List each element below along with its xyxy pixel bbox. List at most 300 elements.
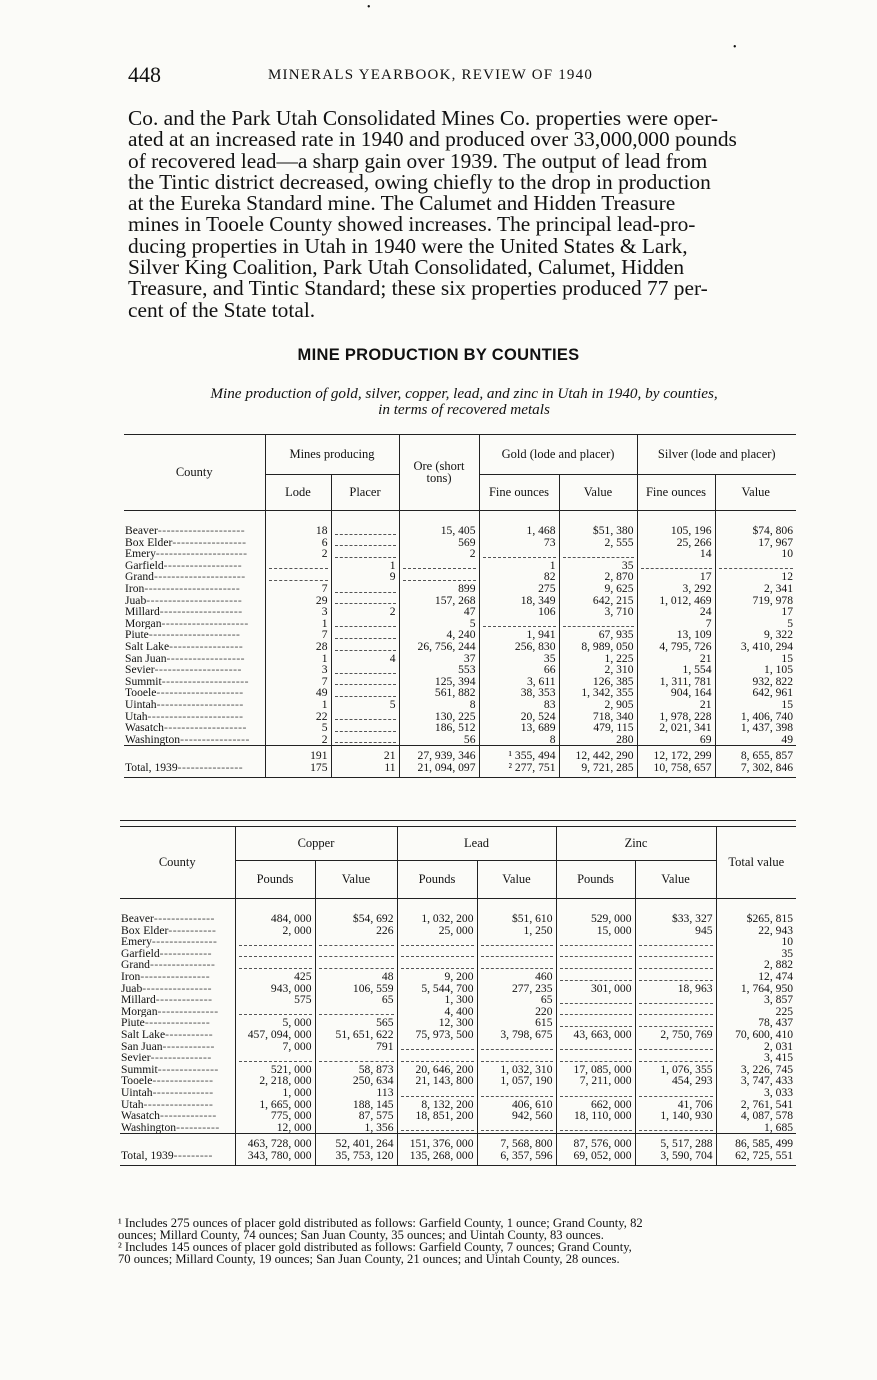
- county-cell: [120, 1017, 235, 1029]
- pb-val-cell: 3, 798, 675: [477, 1029, 556, 1041]
- zn-lb-cell: [556, 1017, 635, 1029]
- pb-val-cell: $51, 610: [477, 899, 556, 925]
- silver-val-cell: 932, 822: [715, 676, 796, 688]
- county-cell: [124, 629, 265, 641]
- gold-val-cell: 2, 555: [559, 537, 637, 549]
- cu-val-cell: [315, 948, 397, 960]
- zn-val-cell: 3, 590, 704: [635, 1150, 716, 1166]
- gold-oz-cell: 1: [479, 560, 559, 572]
- total-value-header: Total value: [716, 827, 796, 899]
- lode-cell: [265, 571, 331, 583]
- total-row: [124, 746, 796, 762]
- leader-dots: --------------------: [156, 687, 244, 699]
- leader-dots: -------------: [159, 1110, 217, 1122]
- gold-val-cell: 12, 442, 290: [559, 746, 637, 762]
- lode-cell: 1: [265, 618, 331, 630]
- county-cell: [124, 606, 265, 618]
- zn-lb-cell: [556, 936, 635, 948]
- silver-val-cell: 1, 437, 398: [715, 722, 796, 734]
- county-name: Tooele: [121, 1075, 153, 1087]
- pb-lb-cell: [397, 1122, 477, 1134]
- total-cell: 225: [716, 1006, 796, 1018]
- table-row: [124, 722, 796, 734]
- paragraph-line: mines in Tooele County showed increases. The principal lead-pro-: [128, 212, 696, 237]
- county-name: Tooele: [125, 687, 157, 699]
- lode-cell: 3: [265, 606, 331, 618]
- zn-val-cell: 2, 750, 769: [635, 1029, 716, 1041]
- county-name: Utah: [125, 710, 148, 723]
- county-cell: [120, 1041, 235, 1053]
- silver-oz-cell: 25, 266: [637, 537, 715, 549]
- county-name: Box Elder: [121, 924, 169, 937]
- silver-val-cell: 12: [715, 571, 796, 583]
- leader-dots: ----------------: [140, 970, 211, 983]
- zn-lb-cell: [556, 994, 635, 1006]
- total-cell: 1, 685: [716, 1122, 796, 1134]
- lode-cell: 28: [265, 641, 331, 653]
- pb-lb-cell: 4, 400: [397, 1006, 477, 1018]
- pb-lb-cell: [397, 936, 477, 948]
- leader-dots: ---------------: [144, 1017, 211, 1029]
- gold-value-header: Value: [559, 475, 637, 511]
- cu-val-cell: 188, 145: [315, 1099, 397, 1111]
- pb-val-cell: 406, 610: [477, 1099, 556, 1111]
- placer-header: Placer: [331, 475, 399, 511]
- pb-lb-cell: [397, 1087, 477, 1099]
- ore-cell: [399, 571, 479, 583]
- zn-val-cell: 454, 293: [635, 1075, 716, 1087]
- silver-val-cell: 17, 967: [715, 537, 796, 549]
- zn-lb-cell: [556, 1122, 635, 1134]
- caption-line: Mine production of gold, silver, copper, lead, and zinc in Utah in 1940, by counties,: [210, 385, 718, 402]
- silver-oz-cell: 105, 196: [637, 511, 715, 537]
- county-cell: [124, 722, 265, 734]
- total-cell: 12, 474: [716, 971, 796, 983]
- gold-val-cell: 3, 710: [559, 606, 637, 618]
- table-row: [124, 618, 796, 630]
- zn-lb-cell: [556, 948, 635, 960]
- leader-dots: ----------------------: [144, 582, 241, 595]
- cu-lb-cell: 575: [235, 994, 315, 1006]
- pb-lb-cell: 1, 032, 200: [397, 899, 477, 925]
- silver-val-cell: 2, 341: [715, 583, 796, 595]
- zinc-header: Zinc: [556, 827, 716, 861]
- county-cell: [124, 571, 265, 583]
- county-cell: [120, 1052, 235, 1064]
- cu-val-cell: 106, 559: [315, 983, 397, 995]
- county-cell: [120, 994, 235, 1006]
- silver-header: Silver (lode and placer): [637, 435, 796, 475]
- pb-lb-cell: [397, 948, 477, 960]
- cu-lb-cell: 463, 728, 000: [235, 1134, 315, 1150]
- ore-cell: 37: [399, 653, 479, 665]
- county-name: Grand: [121, 959, 150, 971]
- pb-lb-cell: 18, 851, 200: [397, 1110, 477, 1122]
- pb-lb-cell: 12, 300: [397, 1017, 477, 1029]
- leader-dots: --------------------: [157, 524, 246, 537]
- table-row: [124, 511, 796, 537]
- ore-cell: 26, 756, 244: [399, 641, 479, 653]
- county-cell: [124, 664, 265, 676]
- cu-val-cell: 250, 634: [315, 1075, 397, 1087]
- county-name: Summit: [125, 675, 162, 688]
- footnote-line: ¹ Includes 275 ounces of placer gold distributed as follows: Garfield County, 1 ounce; Grand County, 82: [118, 1216, 643, 1230]
- cu-val-cell: 565: [315, 1017, 397, 1029]
- total-cell: 35: [716, 948, 796, 960]
- table-row: [120, 1099, 796, 1111]
- lode-cell: 3: [265, 664, 331, 676]
- cu-val-cell: 51, 651, 622: [315, 1029, 397, 1041]
- paragraph-line: Co. and the Park Utah Consolidated Mines Co. properties were oper-: [128, 106, 719, 130]
- leader-dots: --------------: [157, 1005, 219, 1018]
- leader-dots: ----------------: [142, 982, 213, 995]
- pb-val-cell: 460: [477, 971, 556, 983]
- pb-val-cell: [477, 1122, 556, 1134]
- ore-cell: 157, 268: [399, 595, 479, 607]
- cu-lb-cell: 343, 780, 000: [235, 1150, 315, 1166]
- lode-cell: 2: [265, 734, 331, 746]
- ore-cell: 561, 882: [399, 687, 479, 699]
- silver-val-cell: 10: [715, 548, 796, 560]
- gold-ounces-header: Fine ounces: [479, 475, 559, 511]
- table-row: [120, 959, 796, 971]
- pb-lb-cell: 1, 300: [397, 994, 477, 1006]
- zn-val-cell: $33, 327: [635, 899, 716, 925]
- paragraph-line: Treasure, and Tintic Standard; these six properties produced 77 per-: [128, 276, 708, 301]
- cu-val-cell: 35, 753, 120: [315, 1150, 397, 1166]
- pb-lb-cell: [397, 1041, 477, 1053]
- zn-lb-cell: [556, 971, 635, 983]
- ore-cell: 56: [399, 734, 479, 746]
- silver-val-cell: [715, 560, 796, 572]
- zn-val-cell: [635, 971, 716, 983]
- ore-cell: 15, 405: [399, 511, 479, 537]
- table-row: [120, 1041, 796, 1053]
- zn-lb-cell: 87, 576, 000: [556, 1134, 635, 1150]
- gold-oz-cell: 8: [479, 734, 559, 746]
- total-cell: 3, 857: [716, 994, 796, 1006]
- ore-cell: 553: [399, 664, 479, 676]
- leader-dots: ----------: [176, 1121, 220, 1134]
- gold-val-cell: 8, 989, 050: [559, 641, 637, 653]
- county-name: Summit: [121, 1063, 158, 1076]
- caption-line: in terms of recovered metals: [378, 401, 550, 418]
- gold-oz-cell: 73: [479, 537, 559, 549]
- page-header: [128, 62, 788, 92]
- county-name: Juab: [121, 982, 143, 995]
- running-head: MINERALS YEARBOOK, REVIEW OF 1940: [268, 67, 594, 83]
- table-row: [124, 606, 796, 618]
- leader-dots: ----------------: [180, 733, 250, 746]
- lode-cell: 18: [265, 511, 331, 537]
- county-name: Millard: [121, 994, 156, 1006]
- leader-dots: -------------------: [163, 722, 247, 734]
- placer-cell: 5: [331, 699, 399, 711]
- cu-lb-cell: 2, 000: [235, 925, 315, 937]
- gold-val-cell: 2, 905: [559, 699, 637, 711]
- cu-val-cell: 48: [315, 971, 397, 983]
- speck-mark: •: [367, 2, 371, 13]
- county-cell: [124, 676, 265, 688]
- zn-val-cell: 18, 963: [635, 983, 716, 995]
- county-cell: [124, 595, 265, 607]
- ore-cell: 47: [399, 606, 479, 618]
- county-cell: [120, 1150, 235, 1166]
- county-name: Juab: [125, 594, 147, 607]
- gold-oz-cell: 256, 830: [479, 641, 559, 653]
- gold-val-cell: 479, 115: [559, 722, 637, 734]
- table-row: [124, 560, 796, 572]
- table-row: [124, 571, 796, 583]
- gold-val-cell: 1, 225: [559, 653, 637, 665]
- placer-cell: [331, 537, 399, 549]
- leader-dots: ---------------------: [155, 548, 248, 560]
- cu-lb-cell: 12, 000: [235, 1122, 315, 1134]
- cu-lb-cell: 1, 665, 000: [235, 1099, 315, 1111]
- zn-lb-cell: 301, 000: [556, 983, 635, 995]
- county-name: Emery: [125, 548, 156, 560]
- pb-lb-cell: 75, 973, 500: [397, 1029, 477, 1041]
- ore-cell: 21, 094, 097: [399, 762, 479, 778]
- silver-oz-cell: 24: [637, 606, 715, 618]
- county-cell: [120, 948, 235, 960]
- county-name: Total, 1939: [125, 761, 178, 774]
- county-cell: [124, 762, 265, 778]
- lode-cell: 7: [265, 583, 331, 595]
- silver-val-cell: 17: [715, 606, 796, 618]
- ore-cell: 130, 225: [399, 711, 479, 723]
- pb-val-cell: 220: [477, 1006, 556, 1018]
- pb-lb-cell: 8, 132, 200: [397, 1099, 477, 1111]
- zn-lb-cell: [556, 1006, 635, 1018]
- silver-val-cell: 3, 410, 294: [715, 641, 796, 653]
- county-name: Grand: [125, 571, 154, 583]
- table-row: [124, 595, 796, 607]
- county-name: Beaver: [125, 524, 158, 537]
- silver-oz-cell: 14: [637, 548, 715, 560]
- county-name: Iron: [125, 582, 145, 595]
- zn-val-cell: 41, 706: [635, 1099, 716, 1111]
- county-name: San Juan: [121, 1040, 163, 1053]
- table-row: [120, 1110, 796, 1122]
- pb-val-cell: [477, 936, 556, 948]
- gold-val-cell: 9, 721, 285: [559, 762, 637, 778]
- silver-ounces-header: Fine ounces: [637, 475, 715, 511]
- ore-cell: 125, 394: [399, 676, 479, 688]
- pb-val-cell: [477, 1041, 556, 1053]
- lode-cell: 175: [265, 762, 331, 778]
- county-cell: [120, 1122, 235, 1134]
- leader-dots: -----------: [165, 1028, 214, 1041]
- total-cell: 2, 031: [716, 1041, 796, 1053]
- gold-oz-cell: 3, 611: [479, 676, 559, 688]
- total-cell: 78, 437: [716, 1017, 796, 1029]
- table-row: [124, 537, 796, 549]
- total-cell: 3, 033: [716, 1087, 796, 1099]
- county-header: County: [124, 435, 265, 511]
- paragraph-line: at the Eureka Standard mine. The Calumet and Hidden Treasure: [128, 191, 676, 216]
- table-row: [120, 1006, 796, 1018]
- ore-cell: 4, 240: [399, 629, 479, 641]
- county-name: Washington: [125, 733, 181, 746]
- pb-val-cell: 1, 250: [477, 925, 556, 937]
- leader-dots: ---------------: [151, 936, 218, 948]
- silver-oz-cell: 21: [637, 699, 715, 711]
- gold-val-cell: 718, 340: [559, 711, 637, 723]
- zn-lb-cell: 69, 052, 000: [556, 1150, 635, 1166]
- lode-cell: 5: [265, 722, 331, 734]
- cu-lb-cell: [235, 1052, 315, 1064]
- ore-cell: 27, 939, 346: [399, 746, 479, 762]
- speck-mark: •: [733, 42, 737, 53]
- leader-dots: ------------: [162, 1040, 215, 1053]
- table-row: [120, 1122, 796, 1134]
- zn-lb-cell: 662, 000: [556, 1099, 635, 1111]
- cu-lb-cell: [235, 1006, 315, 1018]
- county-cell: [124, 618, 265, 630]
- section-title: MINE PRODUCTION BY COUNTIES: [297, 346, 580, 364]
- leader-dots: ---------------------: [153, 571, 246, 583]
- leader-dots: -------------: [155, 994, 213, 1006]
- county-cell: [124, 746, 265, 762]
- county-cell: [124, 699, 265, 711]
- county-cell: [124, 734, 265, 746]
- total-cell: 3, 415: [716, 1052, 796, 1064]
- county-name: Salt Lake: [125, 640, 170, 653]
- copper-header: Copper: [235, 827, 397, 861]
- lode-cell: 49: [265, 687, 331, 699]
- cu-lb-cell: 1, 000: [235, 1087, 315, 1099]
- table-row: [124, 653, 796, 665]
- placer-cell: [331, 629, 399, 641]
- total-row: [124, 762, 796, 778]
- leader-dots: --------------: [150, 1052, 212, 1064]
- county-cell: [124, 560, 265, 572]
- silver-val-cell: $74, 806: [715, 511, 796, 537]
- leader-dots: -----------------: [169, 640, 244, 653]
- pb-val-cell: 1, 057, 190: [477, 1075, 556, 1087]
- mines-producing-header: Mines producing: [265, 435, 399, 475]
- copper-value-header: Value: [315, 861, 397, 899]
- paragraph-line: Silver King Coalition, Park Utah Consolidated, Calumet, Hidden: [128, 255, 685, 280]
- zn-val-cell: 1, 140, 930: [635, 1110, 716, 1122]
- cu-val-cell: 65: [315, 994, 397, 1006]
- county-header: County: [120, 827, 235, 899]
- placer-cell: [331, 687, 399, 699]
- silver-value-header: Value: [715, 475, 796, 511]
- county-name: Wasatch: [125, 722, 164, 734]
- gold-val-cell: [559, 618, 637, 630]
- leader-dots: -----------------: [172, 536, 247, 549]
- county-name: Morgan: [125, 617, 162, 630]
- cu-val-cell: [315, 1052, 397, 1064]
- cu-lb-cell: [235, 959, 315, 971]
- leader-dots: --------------------: [154, 664, 242, 676]
- silver-val-cell: 7, 302, 846: [715, 762, 796, 778]
- leader-dots: --------------: [152, 1086, 214, 1099]
- gold-oz-cell: 66: [479, 664, 559, 676]
- silver-val-cell: 8, 655, 857: [715, 746, 796, 762]
- cu-val-cell: 87, 575: [315, 1110, 397, 1122]
- page-number: 448: [128, 62, 161, 87]
- county-cell: [120, 1110, 235, 1122]
- county-cell: [120, 1087, 235, 1099]
- lode-cell: 2: [265, 548, 331, 560]
- cu-lb-cell: 5, 000: [235, 1017, 315, 1029]
- lode-cell: 6: [265, 537, 331, 549]
- placer-cell: [331, 664, 399, 676]
- lode-cell: 29: [265, 595, 331, 607]
- table-row: [120, 983, 796, 995]
- gold-oz-cell: 18, 349: [479, 595, 559, 607]
- total-cell: $265, 815: [716, 899, 796, 925]
- county-name: Washington: [121, 1121, 177, 1134]
- total-cell: 2, 882: [716, 959, 796, 971]
- zn-lb-cell: 529, 000: [556, 899, 635, 925]
- table-caption: [128, 386, 800, 418]
- total-cell: 3, 747, 433: [716, 1075, 796, 1087]
- footnote-line: ² Includes 145 ounces of placer gold distributed as follows: Garfield County, 7 ounces; Grand County,: [118, 1240, 632, 1254]
- ore-cell: 8: [399, 699, 479, 711]
- county-cell: [120, 1029, 235, 1041]
- leader-dots: -----------: [168, 924, 217, 937]
- pb-lb-cell: 5, 544, 700: [397, 983, 477, 995]
- table-row: [124, 711, 796, 723]
- lode-cell: 1: [265, 699, 331, 711]
- lode-header: Lode: [265, 475, 331, 511]
- zn-lb-cell: [556, 1052, 635, 1064]
- body-paragraph: [128, 108, 800, 321]
- total-row: [120, 1150, 796, 1166]
- silver-oz-cell: [637, 560, 715, 572]
- county-name: Emery: [121, 936, 152, 948]
- pb-val-cell: 65: [477, 994, 556, 1006]
- cu-val-cell: [315, 1006, 397, 1018]
- silver-val-cell: 719, 978: [715, 595, 796, 607]
- table-row: [120, 899, 796, 925]
- leader-dots: ----------------: [143, 1098, 214, 1111]
- county-cell: [124, 711, 265, 723]
- pb-val-cell: 942, 560: [477, 1110, 556, 1122]
- paragraph-line: cent of the State total.: [128, 297, 316, 322]
- table-row: [120, 1087, 796, 1099]
- table-row: [124, 676, 796, 688]
- leader-dots: -------------------: [159, 606, 243, 618]
- county-name: Utah: [121, 1098, 144, 1111]
- zn-lb-cell: [556, 959, 635, 971]
- lead-value-header: Value: [477, 861, 556, 899]
- county-name: Piute: [121, 1017, 145, 1029]
- gold-oz-cell: [479, 618, 559, 630]
- county-cell: [120, 983, 235, 995]
- pb-val-cell: [477, 959, 556, 971]
- county-name: Box Elder: [125, 536, 173, 549]
- silver-val-cell: 15: [715, 653, 796, 665]
- county-cell: [120, 959, 235, 971]
- silver-oz-cell: 17: [637, 571, 715, 583]
- leader-dots: --------------------: [161, 617, 249, 630]
- copper-lead-zinc-table: [120, 826, 796, 1166]
- gold-oz-cell: 20, 524: [479, 711, 559, 723]
- county-name: Salt Lake: [121, 1028, 166, 1041]
- table-row: [120, 1075, 796, 1087]
- gold-oz-cell: 13, 689: [479, 722, 559, 734]
- total-cell: 62, 725, 551: [716, 1150, 796, 1166]
- county-name: Sevier: [125, 664, 155, 676]
- county-cell: [124, 583, 265, 595]
- zn-lb-cell: [556, 1087, 635, 1099]
- silver-val-cell: 5: [715, 618, 796, 630]
